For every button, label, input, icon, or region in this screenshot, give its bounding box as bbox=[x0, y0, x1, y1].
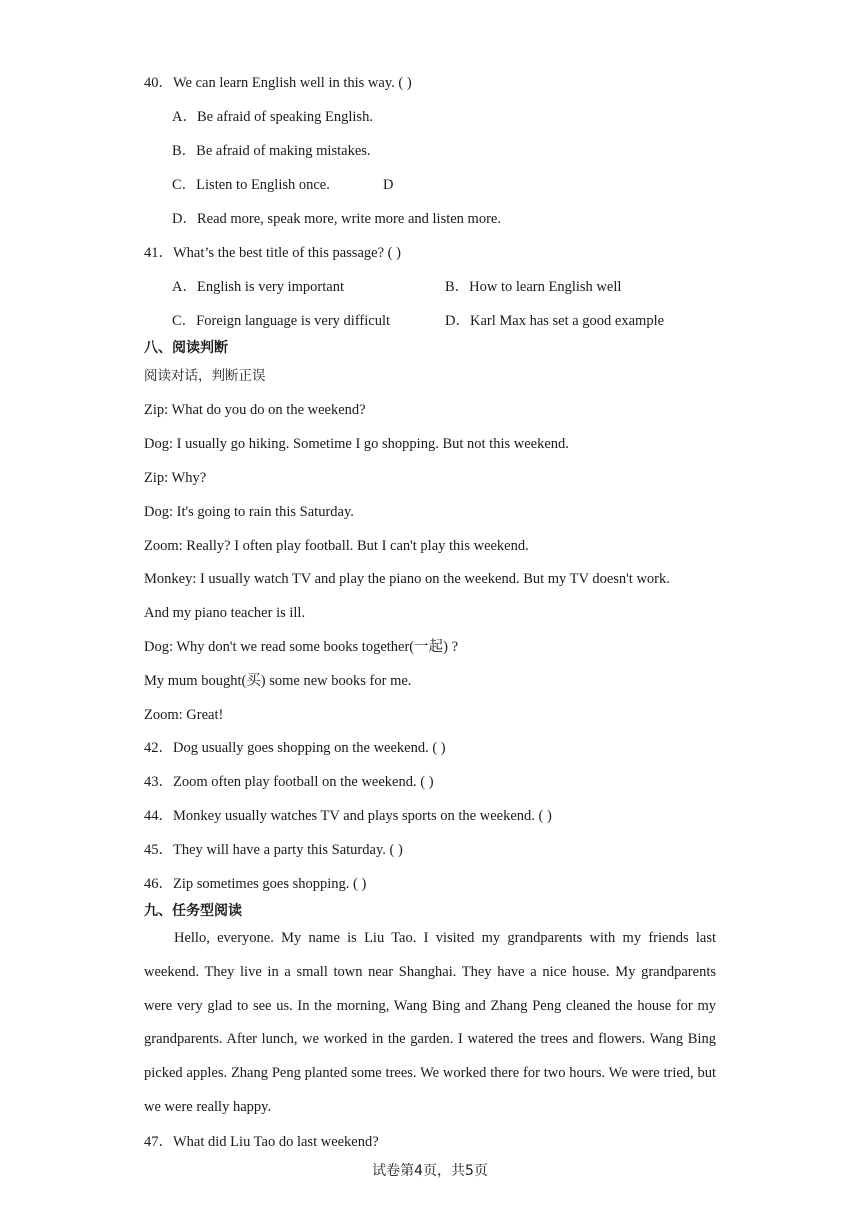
dialogue-line: Monkey: I usually watch TV and play the piano on the weekend. But my TV doesn't work. bbox=[144, 571, 670, 587]
reading-passage-text: Hello, everyone. My name is Liu Tao. I visited my grandparents with my friends last weekend. They live in a small town near Shanghai. They have a nice house. My grandparents were very glad to see us. In the morning, Wang Bing and Zhang Peng cleaned the house for my grandparents. After lunch, we worked in the garden. I watered the trees and flowers. Wang Bing picked apples. Zhang Peng planted some trees. We worked there for two hours. We were tried, but we were really happy. bbox=[144, 930, 716, 1115]
section-8-heading: 八、阅读判断 bbox=[144, 340, 228, 356]
question-47: 47．What did Liu Tao do last weekend? bbox=[144, 1134, 379, 1150]
q41-option-c: C．Foreign language is very difficult bbox=[172, 313, 390, 329]
q40-option-b: B．Be afraid of making mistakes. bbox=[172, 143, 371, 159]
dialogue-line: Dog: It's going to rain this Saturday. bbox=[144, 504, 354, 520]
question-40-stem: 40．We can learn English well in this way. ( ) bbox=[144, 75, 412, 91]
q40-option-c: C．Listen to English once. bbox=[172, 177, 330, 193]
page-number: 试卷第4页，共5页 bbox=[372, 1163, 488, 1179]
dialogue-line: Zoom: Great! bbox=[144, 707, 224, 723]
q40-option-a: A．Be afraid of speaking English. bbox=[172, 109, 373, 125]
section-9-heading: 九、任务型阅读 bbox=[144, 903, 242, 919]
dialogue-line: Dog: I usually go hiking. Sometime I go shopping. But not this weekend. bbox=[144, 436, 569, 452]
question-42: 42．Dog usually goes shopping on the weekend. ( ) bbox=[144, 740, 446, 756]
dialogue-line: And my piano teacher is ill. bbox=[144, 605, 306, 621]
q41-option-b: B．How to learn English well bbox=[445, 279, 622, 295]
question-41-stem: 41．What’s the best title of this passage? ( ) bbox=[144, 245, 401, 261]
dialogue-line: Zoom: Really? I often play football. But I can't play this weekend. bbox=[144, 538, 529, 554]
reading-passage bbox=[144, 922, 716, 1125]
question-46: 46．Zip sometimes goes shopping. ( ) bbox=[144, 876, 367, 892]
dialogue-line: My mum bought(买) some new books for me. bbox=[144, 673, 412, 689]
section-8-instruction: 阅读对话，判断正误 bbox=[144, 368, 266, 384]
q40-option-d: D．Read more, speak more, write more and listen more. bbox=[172, 211, 501, 227]
q41-option-d: D．Karl Max has set a good example bbox=[445, 313, 665, 329]
page-footer bbox=[0, 1160, 860, 1180]
q41-option-a: A．English is very important bbox=[172, 279, 344, 295]
dialogue-line: Zip: Why? bbox=[144, 470, 207, 486]
question-43: 43．Zoom often play football on the weekend. ( ) bbox=[144, 774, 434, 790]
question-45: 45．They will have a party this Saturday. ( ) bbox=[144, 842, 403, 858]
q40-stray-mark: D bbox=[383, 177, 394, 193]
dialogue-line: Dog: Why don't we read some books together(一起) ? bbox=[144, 639, 459, 655]
question-44: 44．Monkey usually watches TV and plays sports on the weekend. ( ) bbox=[144, 808, 552, 824]
dialogue-line: Zip: What do you do on the weekend? bbox=[144, 402, 366, 418]
